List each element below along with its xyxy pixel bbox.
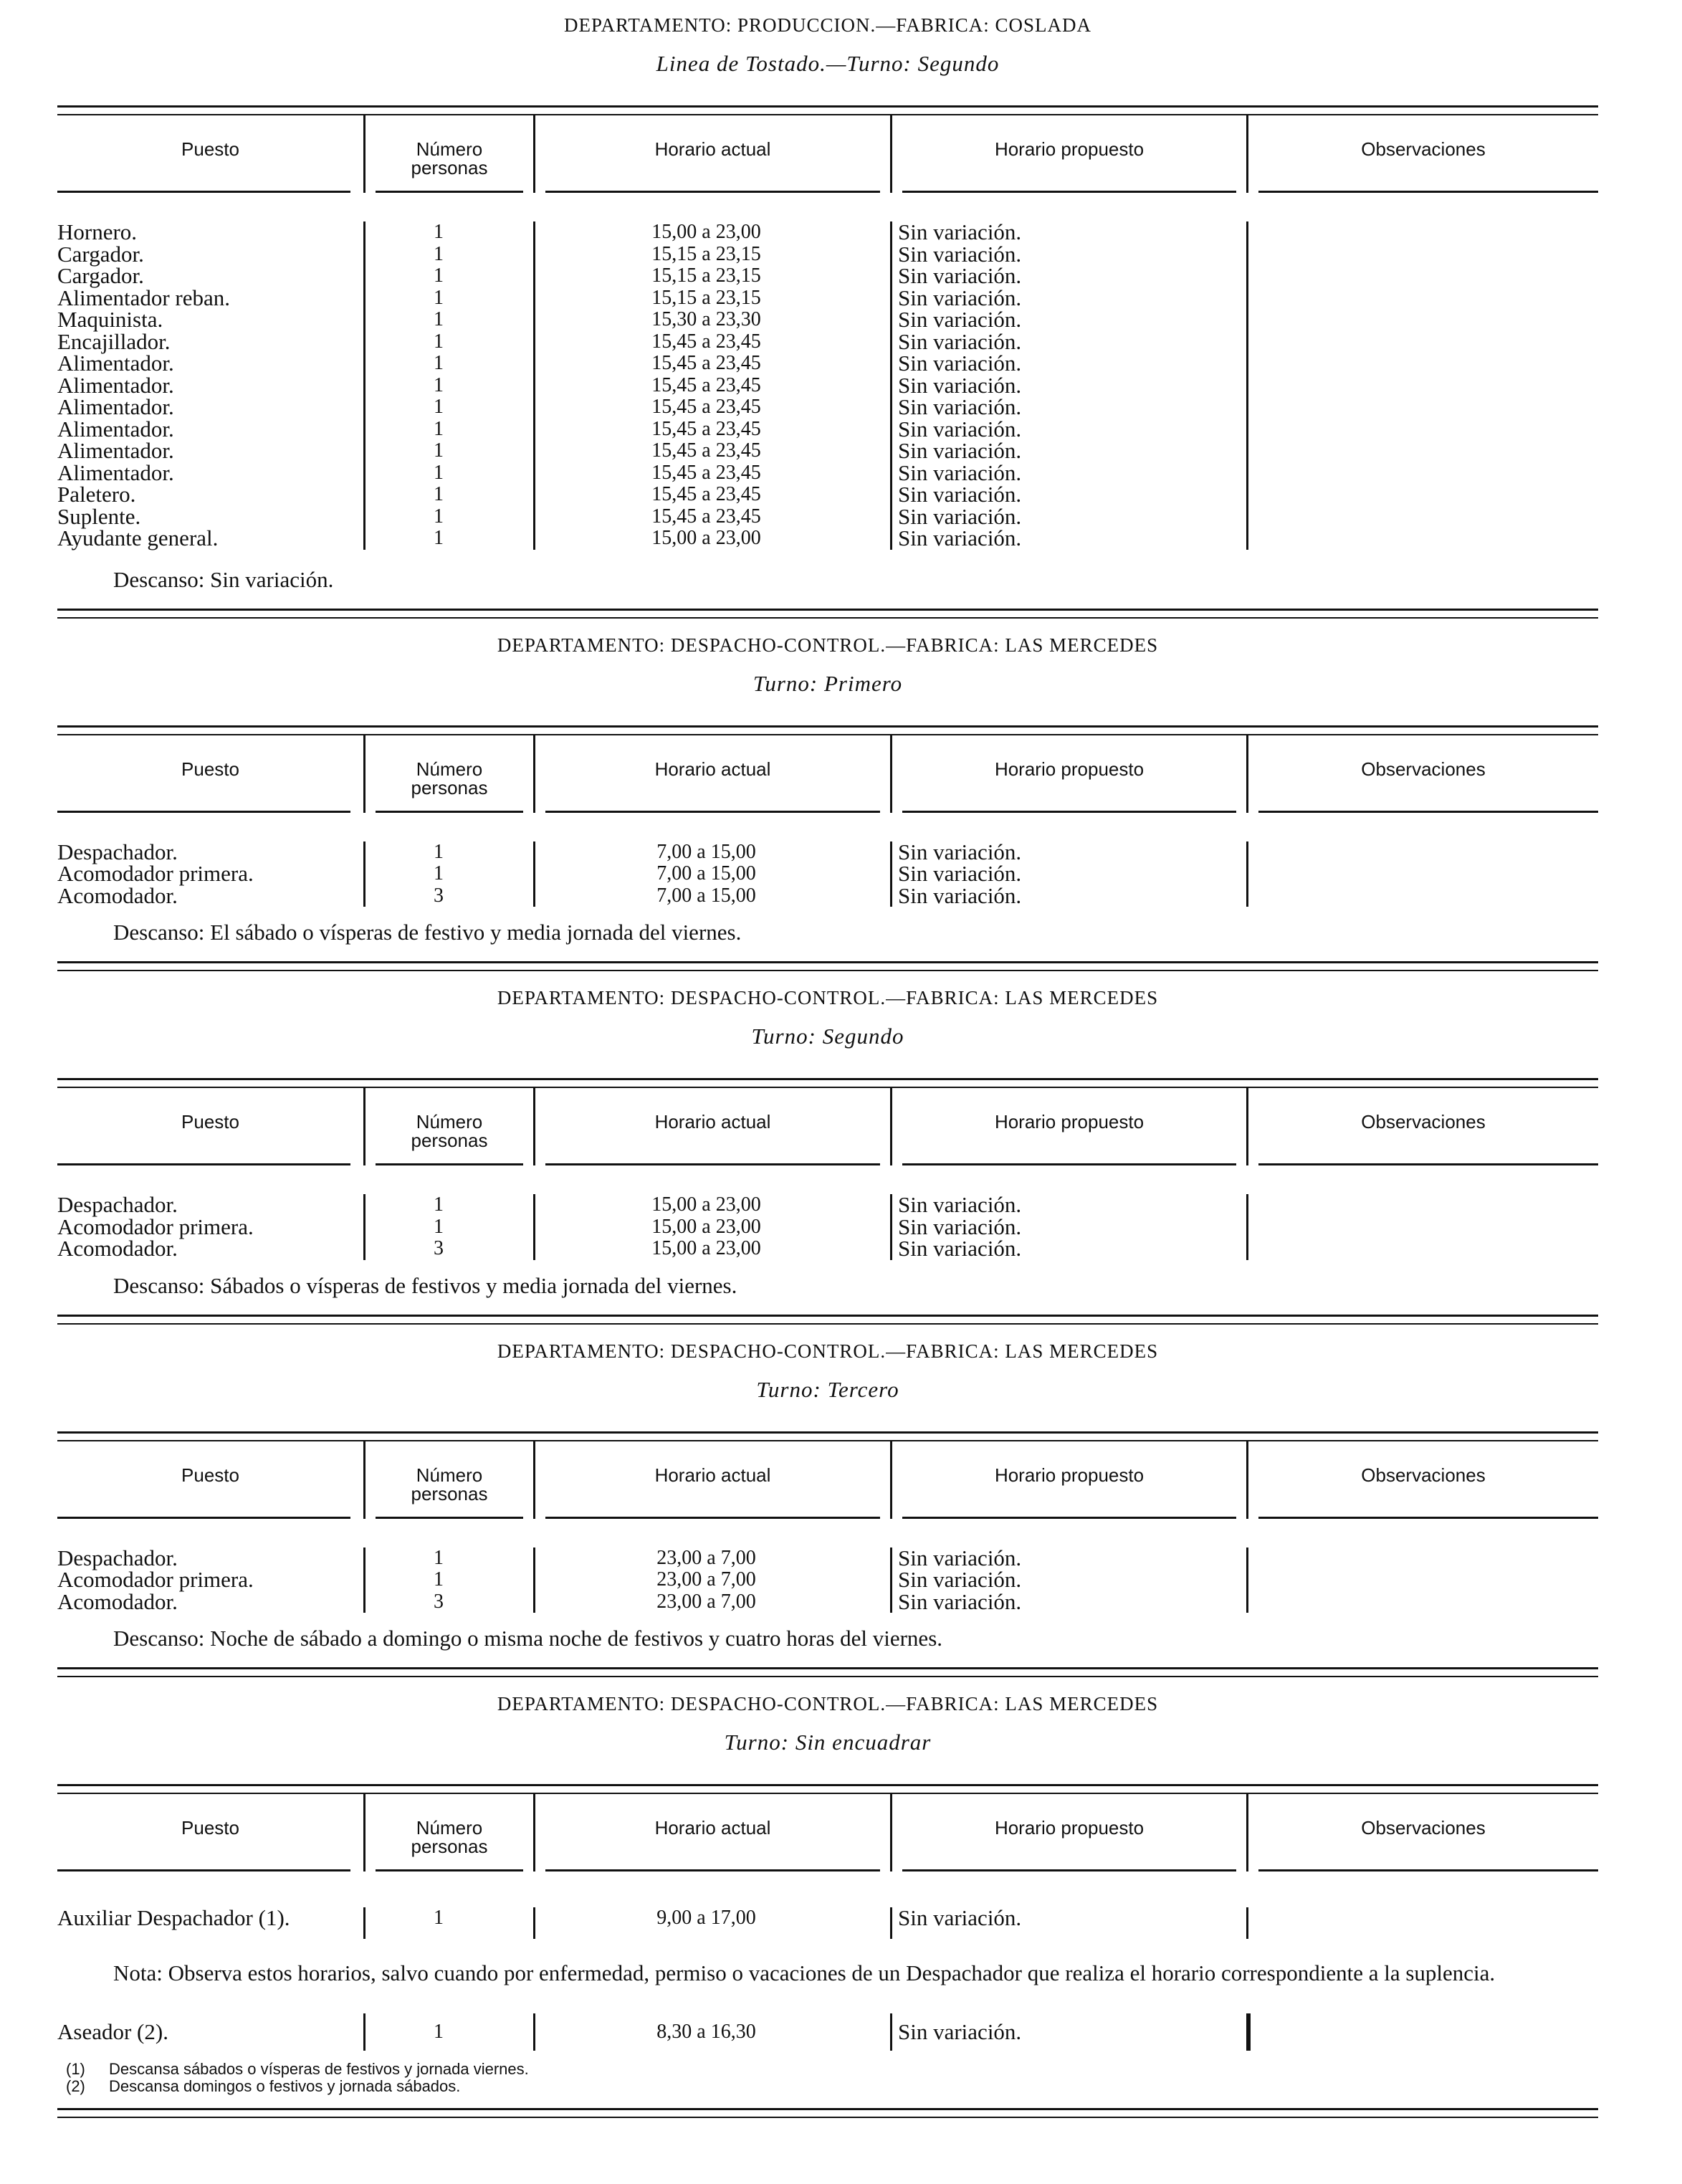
cell-horario-propuesto: Sin variación. [892,244,1248,266]
table-body [57,1165,1598,1260]
cell-horario-propuesto: Sin variación. [892,1238,1248,1260]
section-produccion-coslada [57,14,1598,619]
cell-numero: 1 [365,1216,535,1239]
cell-puesto: Despachador. [57,1548,365,1570]
cell-horario-actual: 23,00 a 7,00 [535,1591,892,1613]
table-row [57,525,1598,550]
table-row [57,459,1598,485]
cell-horario-propuesto: Sin variación. [892,2013,1248,2051]
table-row [57,287,1598,310]
section-despacho-sin-encuadrar [57,1693,1598,2118]
table-row [57,265,1598,287]
header-horario-actual: Horario actual [654,758,771,780]
header-horario-propuesto: Horario propuesto [994,1464,1145,1486]
table-row [57,1588,1598,1614]
cell-observaciones [1248,1907,1598,1939]
shift-title: Linea de Tostado.—Turno: Segundo [656,51,1000,76]
cell-observaciones [1248,506,1598,528]
table-body [57,813,1598,907]
cell-puesto: Acomodador primera. [57,1216,365,1239]
cell-numero: 1 [365,309,535,331]
cell-numero: 1 [365,1569,535,1591]
header-observaciones: Observaciones [1361,758,1486,780]
cell-horario-actual: 15,45 a 23,45 [535,419,892,441]
document-page [57,0,1598,2118]
cell-puesto: Aseador (2). [57,2013,365,2051]
cell-observaciones [1248,885,1598,907]
table-body [57,1871,1598,1939]
cell-horario-propuesto: Sin variación. [892,287,1248,310]
section-despacho-primero [57,634,1598,972]
header-puesto: Puesto [181,1464,239,1486]
table-row [57,2013,1598,2051]
cell-horario-actual: 15,15 a 23,15 [535,265,892,287]
table-row [57,1545,1598,1570]
table-body [57,1519,1598,1613]
cell-horario-actual: 15,00 a 23,00 [535,1238,892,1260]
cell-observaciones [1248,1548,1598,1570]
cell-observaciones [1248,1238,1598,1260]
cell-puesto: Acomodador. [57,1238,365,1260]
header-numero: Número [416,138,483,160]
table-row [57,1194,1598,1216]
cell-observaciones [1248,265,1598,287]
cell-puesto: Paletero. [57,484,365,506]
cell-numero: 1 [365,506,535,528]
cell-horario-actual: 15,45 a 23,45 [535,484,892,506]
table-row [57,841,1598,864]
descanso-note: Descanso: Sábados o vísperas de festivos y media jornada del viernes. [113,1272,737,1298]
cell-numero: 1 [365,353,535,375]
cell-observaciones [1248,419,1598,441]
double-rule [57,1667,1598,1677]
cell-observaciones [1248,484,1598,506]
cell-observaciones [1248,353,1598,375]
table-row [57,416,1598,442]
cell-observaciones [1248,528,1598,550]
footnote-2: (2) Descansa domingos o festivos y jornada sábados. [66,2077,461,2095]
double-rule [57,961,1598,971]
cell-puesto: Acomodador primera. [57,863,365,885]
header-horario-actual: Horario actual [654,138,771,160]
table-body [57,193,1598,550]
header-numero: Número [416,1464,483,1486]
cell-numero: 1 [365,841,535,864]
cell-observaciones [1248,287,1598,310]
nota-paragraph: Nota: Observa estos horarios, salvo cuando por enfermedad, permiso o vacaciones de un Despachador que realiza el horario correspondiente a la suplencia. [113,1960,1496,1985]
cell-puesto: Alimentador. [57,440,365,462]
cell-puesto: Maquinista. [57,309,365,331]
section-despacho-segundo [57,987,1598,1325]
header-puesto: Puesto [181,1817,239,1839]
header-horario-actual: Horario actual [654,1111,771,1132]
cell-horario-propuesto: Sin variación. [892,863,1248,885]
double-rule [57,105,1598,115]
cell-numero: 1 [365,221,535,244]
header-horario-propuesto: Horario propuesto [994,1817,1145,1839]
header-puesto: Puesto [181,138,239,160]
cell-puesto: Acomodador primera. [57,1569,365,1591]
cell-numero: 1 [365,244,535,266]
cell-horario-propuesto: Sin variación. [892,885,1248,907]
table-row [57,221,1598,244]
table-header [57,1441,1598,1519]
cell-puesto: Acomodador. [57,1591,365,1613]
cell-horario-propuesto: Sin variación. [892,841,1248,864]
cell-horario-actual: 8,30 a 16,30 [535,2013,892,2051]
cell-horario-actual: 7,00 a 15,00 [535,841,892,864]
cell-horario-propuesto: Sin variación. [892,1907,1248,1939]
cell-numero: 1 [365,1548,535,1570]
shift-title: Turno: Primero [752,670,903,696]
department-title: DEPARTAMENTO: PRODUCCION.—FABRICA: COSLADA [563,14,1092,36]
department-title: DEPARTAMENTO: DESPACHO-CONTROL.—FABRICA: LAS MERCEDES [497,987,1159,1008]
cell-puesto: Cargador. [57,244,365,266]
header-numero: Número [416,1111,483,1132]
table-header [57,1088,1598,1165]
cell-numero: 1 [365,1907,535,1939]
cell-numero: 3 [365,1591,535,1613]
cell-horario-actual: 15,00 a 23,00 [535,1194,892,1216]
cell-observaciones [1248,396,1598,419]
descanso-note: Descanso: El sábado o vísperas de festivo y media jornada del viernes. [113,920,742,945]
cell-horario-propuesto: Sin variación. [892,331,1248,353]
cell-horario-actual: 7,00 a 15,00 [535,885,892,907]
header-observaciones: Observaciones [1361,138,1486,160]
department-title: DEPARTAMENTO: DESPACHO-CONTROL.—FABRICA: LAS MERCEDES [497,1693,1159,1715]
cell-horario-propuesto: Sin variación. [892,1548,1248,1570]
header-personas: personas [411,776,488,798]
cell-horario-actual: 9,00 a 17,00 [535,1907,892,1939]
header-horario-actual: Horario actual [654,1464,771,1486]
shift-title: Turno: Tercero [756,1376,899,1402]
cell-numero: 1 [365,440,535,462]
cell-horario-propuesto: Sin variación. [892,309,1248,331]
cell-puesto: Cargador. [57,265,365,287]
table-row [57,372,1598,398]
table-row [57,1907,1598,1939]
header-observaciones: Observaciones [1361,1817,1486,1839]
cell-observaciones [1248,331,1598,353]
cell-observaciones [1248,1216,1598,1239]
cell-numero: 1 [365,419,535,441]
cell-observaciones [1248,244,1598,266]
header-puesto: Puesto [181,758,239,780]
department-title: DEPARTAMENTO: DESPACHO-CONTROL.—FABRICA: LAS MERCEDES [497,634,1159,656]
cell-numero: 3 [365,885,535,907]
cell-observaciones [1248,2013,1251,2051]
header-personas: personas [411,157,488,178]
cell-horario-propuesto: Sin variación. [892,484,1248,506]
cell-horario-actual: 15,45 a 23,45 [535,353,892,375]
header-puesto: Puesto [181,1111,239,1132]
table-row [57,1238,1598,1260]
double-rule [57,609,1598,619]
cell-observaciones [1248,440,1598,462]
cell-puesto: Despachador. [57,841,365,864]
cell-horario-propuesto: Sin variación. [892,506,1248,528]
cell-puesto: Alimentador. [57,375,365,397]
cell-horario-actual: 23,00 a 7,00 [535,1548,892,1570]
cell-horario-actual: 15,15 a 23,15 [535,244,892,266]
double-rule [57,725,1598,735]
cell-puesto: Auxiliar Despachador (1). [57,1907,365,1939]
cell-observaciones [1248,375,1598,397]
cell-numero: 1 [365,287,535,310]
cell-numero: 1 [365,331,535,353]
cell-horario-actual: 15,45 a 23,45 [535,375,892,397]
cell-observaciones [1248,1591,1598,1613]
cell-numero: 1 [365,2013,535,2051]
cell-horario-actual: 15,00 a 23,00 [535,528,892,550]
cell-horario-propuesto: Sin variación. [892,353,1248,375]
cell-observaciones [1248,221,1598,244]
cell-horario-actual: 15,45 a 23,45 [535,331,892,353]
cell-numero: 3 [365,1238,535,1260]
double-rule [57,1078,1598,1088]
header-numero: Número [416,758,483,780]
cell-observaciones [1248,462,1598,485]
cell-observaciones [1248,1194,1598,1216]
cell-horario-propuesto: Sin variación. [892,396,1248,419]
header-numero: Número [416,1817,483,1839]
cell-puesto: Hornero. [57,221,365,244]
cell-puesto: Alimentador. [57,462,365,485]
cell-numero: 1 [365,863,535,885]
cell-horario-actual: 15,30 a 23,30 [535,309,892,331]
cell-horario-actual: 7,00 a 15,00 [535,863,892,885]
cell-numero: 1 [365,396,535,419]
cell-horario-actual: 15,45 a 23,45 [535,440,892,462]
cell-puesto: Ayudante general. [57,528,365,550]
table-header [57,735,1598,813]
department-title: DEPARTAMENTO: DESPACHO-CONTROL.—FABRICA: LAS MERCEDES [497,1340,1159,1362]
cell-horario-actual: 15,15 a 23,15 [535,287,892,310]
header-horario-propuesto: Horario propuesto [994,1111,1145,1132]
cell-horario-propuesto: Sin variación. [892,1569,1248,1591]
cell-horario-propuesto: Sin variación. [892,419,1248,441]
cell-horario-propuesto: Sin variación. [892,221,1248,244]
header-horario-actual: Horario actual [654,1817,771,1839]
cell-puesto: Alimentador. [57,419,365,441]
table-row [57,241,1598,267]
cell-horario-actual: 15,45 a 23,45 [535,396,892,419]
table-row [57,863,1598,885]
table-row [57,309,1598,331]
cell-horario-actual: 15,45 a 23,45 [535,506,892,528]
shift-title: Turno: Sin encuadrar [724,1730,932,1755]
cell-horario-actual: 15,00 a 23,00 [535,1216,892,1239]
cell-puesto: Encajillador. [57,331,365,353]
cell-numero: 1 [365,528,535,550]
double-rule [57,1315,1598,1325]
cell-horario-actual: 15,45 a 23,45 [535,462,892,485]
cell-horario-propuesto: Sin variación. [892,1216,1248,1239]
cell-horario-propuesto: Sin variación. [892,1591,1248,1613]
cell-puesto: Alimentador. [57,396,365,419]
cell-observaciones [1248,1569,1598,1591]
cell-numero: 1 [365,265,535,287]
section-despacho-tercero [57,1340,1598,1678]
cell-numero: 1 [365,462,535,485]
table-row [57,1213,1598,1239]
descanso-note: Descanso: Sin variación. [113,566,334,592]
table-row [57,396,1598,419]
cell-horario-propuesto: Sin variación. [892,440,1248,462]
table-row [57,353,1598,375]
cell-observaciones [1248,863,1598,885]
cell-puesto: Alimentador reban. [57,287,365,310]
cell-numero: 1 [365,375,535,397]
cell-horario-propuesto: Sin variación. [892,375,1248,397]
table-row [57,1569,1598,1591]
table-row [57,440,1598,462]
table-row [57,503,1598,529]
cell-horario-propuesto: Sin variación. [892,528,1248,550]
descanso-note: Descanso: Noche de sábado a domingo o misma noche de festivos y cuatro horas del viernes. [113,1626,943,1651]
cell-observaciones [1248,309,1598,331]
footnotes [57,2061,1598,2095]
table-header [57,1794,1598,1871]
cell-numero: 1 [365,484,535,506]
cell-horario-actual: 15,00 a 23,00 [535,221,892,244]
footnote-1: (1) Descansa sábados o vísperas de festivos y jornada viernes. [66,2060,529,2078]
double-rule [57,1431,1598,1441]
header-observaciones: Observaciones [1361,1464,1486,1486]
table-row [57,328,1598,354]
cell-horario-actual: 23,00 a 7,00 [535,1569,892,1591]
cell-puesto: Suplente. [57,506,365,528]
table-row [57,882,1598,908]
cell-observaciones [1248,841,1598,864]
header-personas: personas [411,1836,488,1857]
shift-title: Turno: Segundo [751,1024,904,1049]
cell-puesto: Alimentador. [57,353,365,375]
header-horario-propuesto: Horario propuesto [994,758,1145,780]
cell-puesto: Acomodador. [57,885,365,907]
header-personas: personas [411,1482,488,1505]
cell-horario-propuesto: Sin variación. [892,265,1248,287]
header-horario-propuesto: Horario propuesto [994,138,1145,160]
double-rule [57,1784,1598,1794]
cell-horario-propuesto: Sin variación. [892,462,1248,485]
header-observaciones: Observaciones [1361,1111,1486,1132]
table-row [57,484,1598,506]
header-personas: personas [411,1130,488,1151]
cell-puesto: Despachador. [57,1194,365,1216]
cell-horario-propuesto: Sin variación. [892,1194,1248,1216]
double-rule [57,2108,1598,2118]
table-header [57,115,1598,193]
cell-numero: 1 [365,1194,535,1216]
